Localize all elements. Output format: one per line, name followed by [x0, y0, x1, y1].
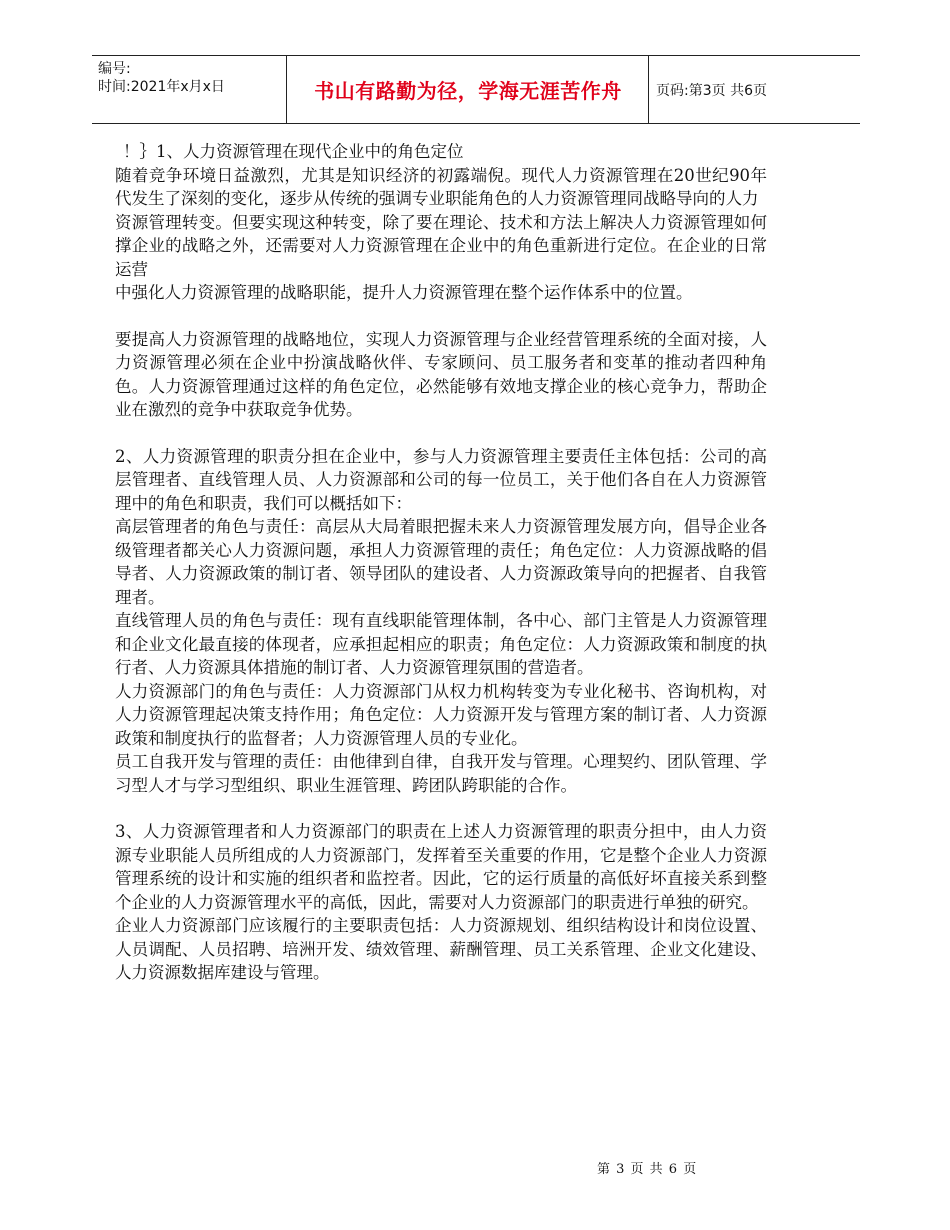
body-paragraph: 员工自我开发与管理的责任：由他律到自律，自我开发与管理。心理契约、团队管理、学习型人才与学习型组织、职业生涯管理、跨团队跨职能的合作。: [115, 752, 767, 795]
document-time-label: 时间:2021年x月x日: [98, 79, 225, 95]
page-footer: 第 3 页 共 6 页: [597, 1162, 698, 1177]
paragraph-gap: [115, 305, 767, 328]
page-header: [92, 55, 860, 124]
body-paragraph: 要提高人力资源管理的战略地位，实现人力资源管理与企业经营管理系统的全面对接，人力资源管理必须在企业中扮演战略伙伴、专家顾问、员工服务者和变革的推动者四种角色。人力资源管理通过这样的角色定位，必然能够有效地支撑企业的核心竞争力，帮助企业在激烈的竞争中获取竞争优势。: [115, 329, 767, 419]
header-motto: 书山有路勤为径，学海无涯苦作舟: [314, 79, 622, 103]
body-paragraph: 直线管理人员的角色与责任：现有直线职能管理体制，各中心、部门主管是人力资源管理和企业文化最直接的体现者，应承担起相应的职责；角色定位：人力资源政策和制度的执行者、人力资源具体措施的制订者、人力资源管理氛围的营造者。: [115, 611, 767, 677]
body-paragraph: 企业人力资源部门应该履行的主要职责包括：人力资源规划、组织结构设计和岗位设置、人员调配、人员招聘、培洲开发、绩效管理、薪酬管理、员工关系管理、企业文化建设、人力资源数据库建设与管理。: [115, 916, 767, 982]
section-heading-1: ！｝1、人力资源管理在现代企业中的角色定位: [123, 142, 464, 161]
header-divider: [648, 56, 649, 123]
section-paragraph-2: 2、人力资源管理的职责分担在企业中，参与人力资源管理主要责任主体包括：公司的高层管理者、直线管理人员、人力资源部和公司的每一位员工，关于他们各自在人力资源管理中的角色和职责，我们可以概括如下：: [115, 446, 767, 513]
header-divider: [286, 56, 287, 123]
header-page-number: 页码:第3页 共6页: [656, 82, 767, 99]
body-paragraph: 随着竞争环境日益激烈，尤其是知识经济的初露端倪。现代人力资源管理在20世纪90年代发生了深刻的变化，逐步从传统的强调专业职能角色的人力资源管理同战略导向的人力: [115, 165, 767, 208]
header-meta: [98, 60, 288, 96]
document-body: [115, 140, 767, 985]
body-paragraph: 高层管理者的角色与责任：高层从大局着眼把握未来人力资源管理发展方向，倡导企业各级管理者都关心人力资源问题，承担人力资源管理的责任；角色定位：人力资源战略的倡导者、人力资源政策的制订者、领导团队的建设者、人力资源政策导向的把握者、自我管理者。: [115, 517, 767, 607]
body-paragraph: 人力资源部门的角色与责任：人力资源部门从权力机构转变为专业化秘书、咨询机构，对人力资源管理起决策支持作用；角色定位：人力资源开发与管理方案的制订者、人力资源政策和制度执行的监督者；人力资源管理人员的专业化。: [115, 681, 767, 748]
section-paragraph-3: 3、人力资源管理者和人力资源部门的职责在上述人力资源管理的职责分担中，由人力资源专业职能人员所组成的人力资源部门，发挥着至关重要的作用，它是整个企业人力资源管理系统的设计和实施的组织者和监控者。因此，它的运行质量的高低好坏直接关系到整个企业的人力资源管理水平的高低，因此，需要对人力资源部门的职责进行单独的研究。: [115, 822, 767, 912]
paragraph-gap: [115, 422, 767, 445]
document-number-label: 编号:: [98, 61, 131, 77]
body-paragraph: 中强化人力资源管理的战略职能，提升人力资源管理在整个运作体系中的位置。: [115, 283, 693, 302]
paragraph-gap: [115, 797, 767, 820]
body-paragraph: 资源管理转变。但要实现这种转变，除了要在理论、技术和方法上解决人力资源管理如何撑企业的战略之外，还需要对人力资源管理在企业中的角色重新进行定位。在企业的日常运营: [115, 212, 767, 279]
